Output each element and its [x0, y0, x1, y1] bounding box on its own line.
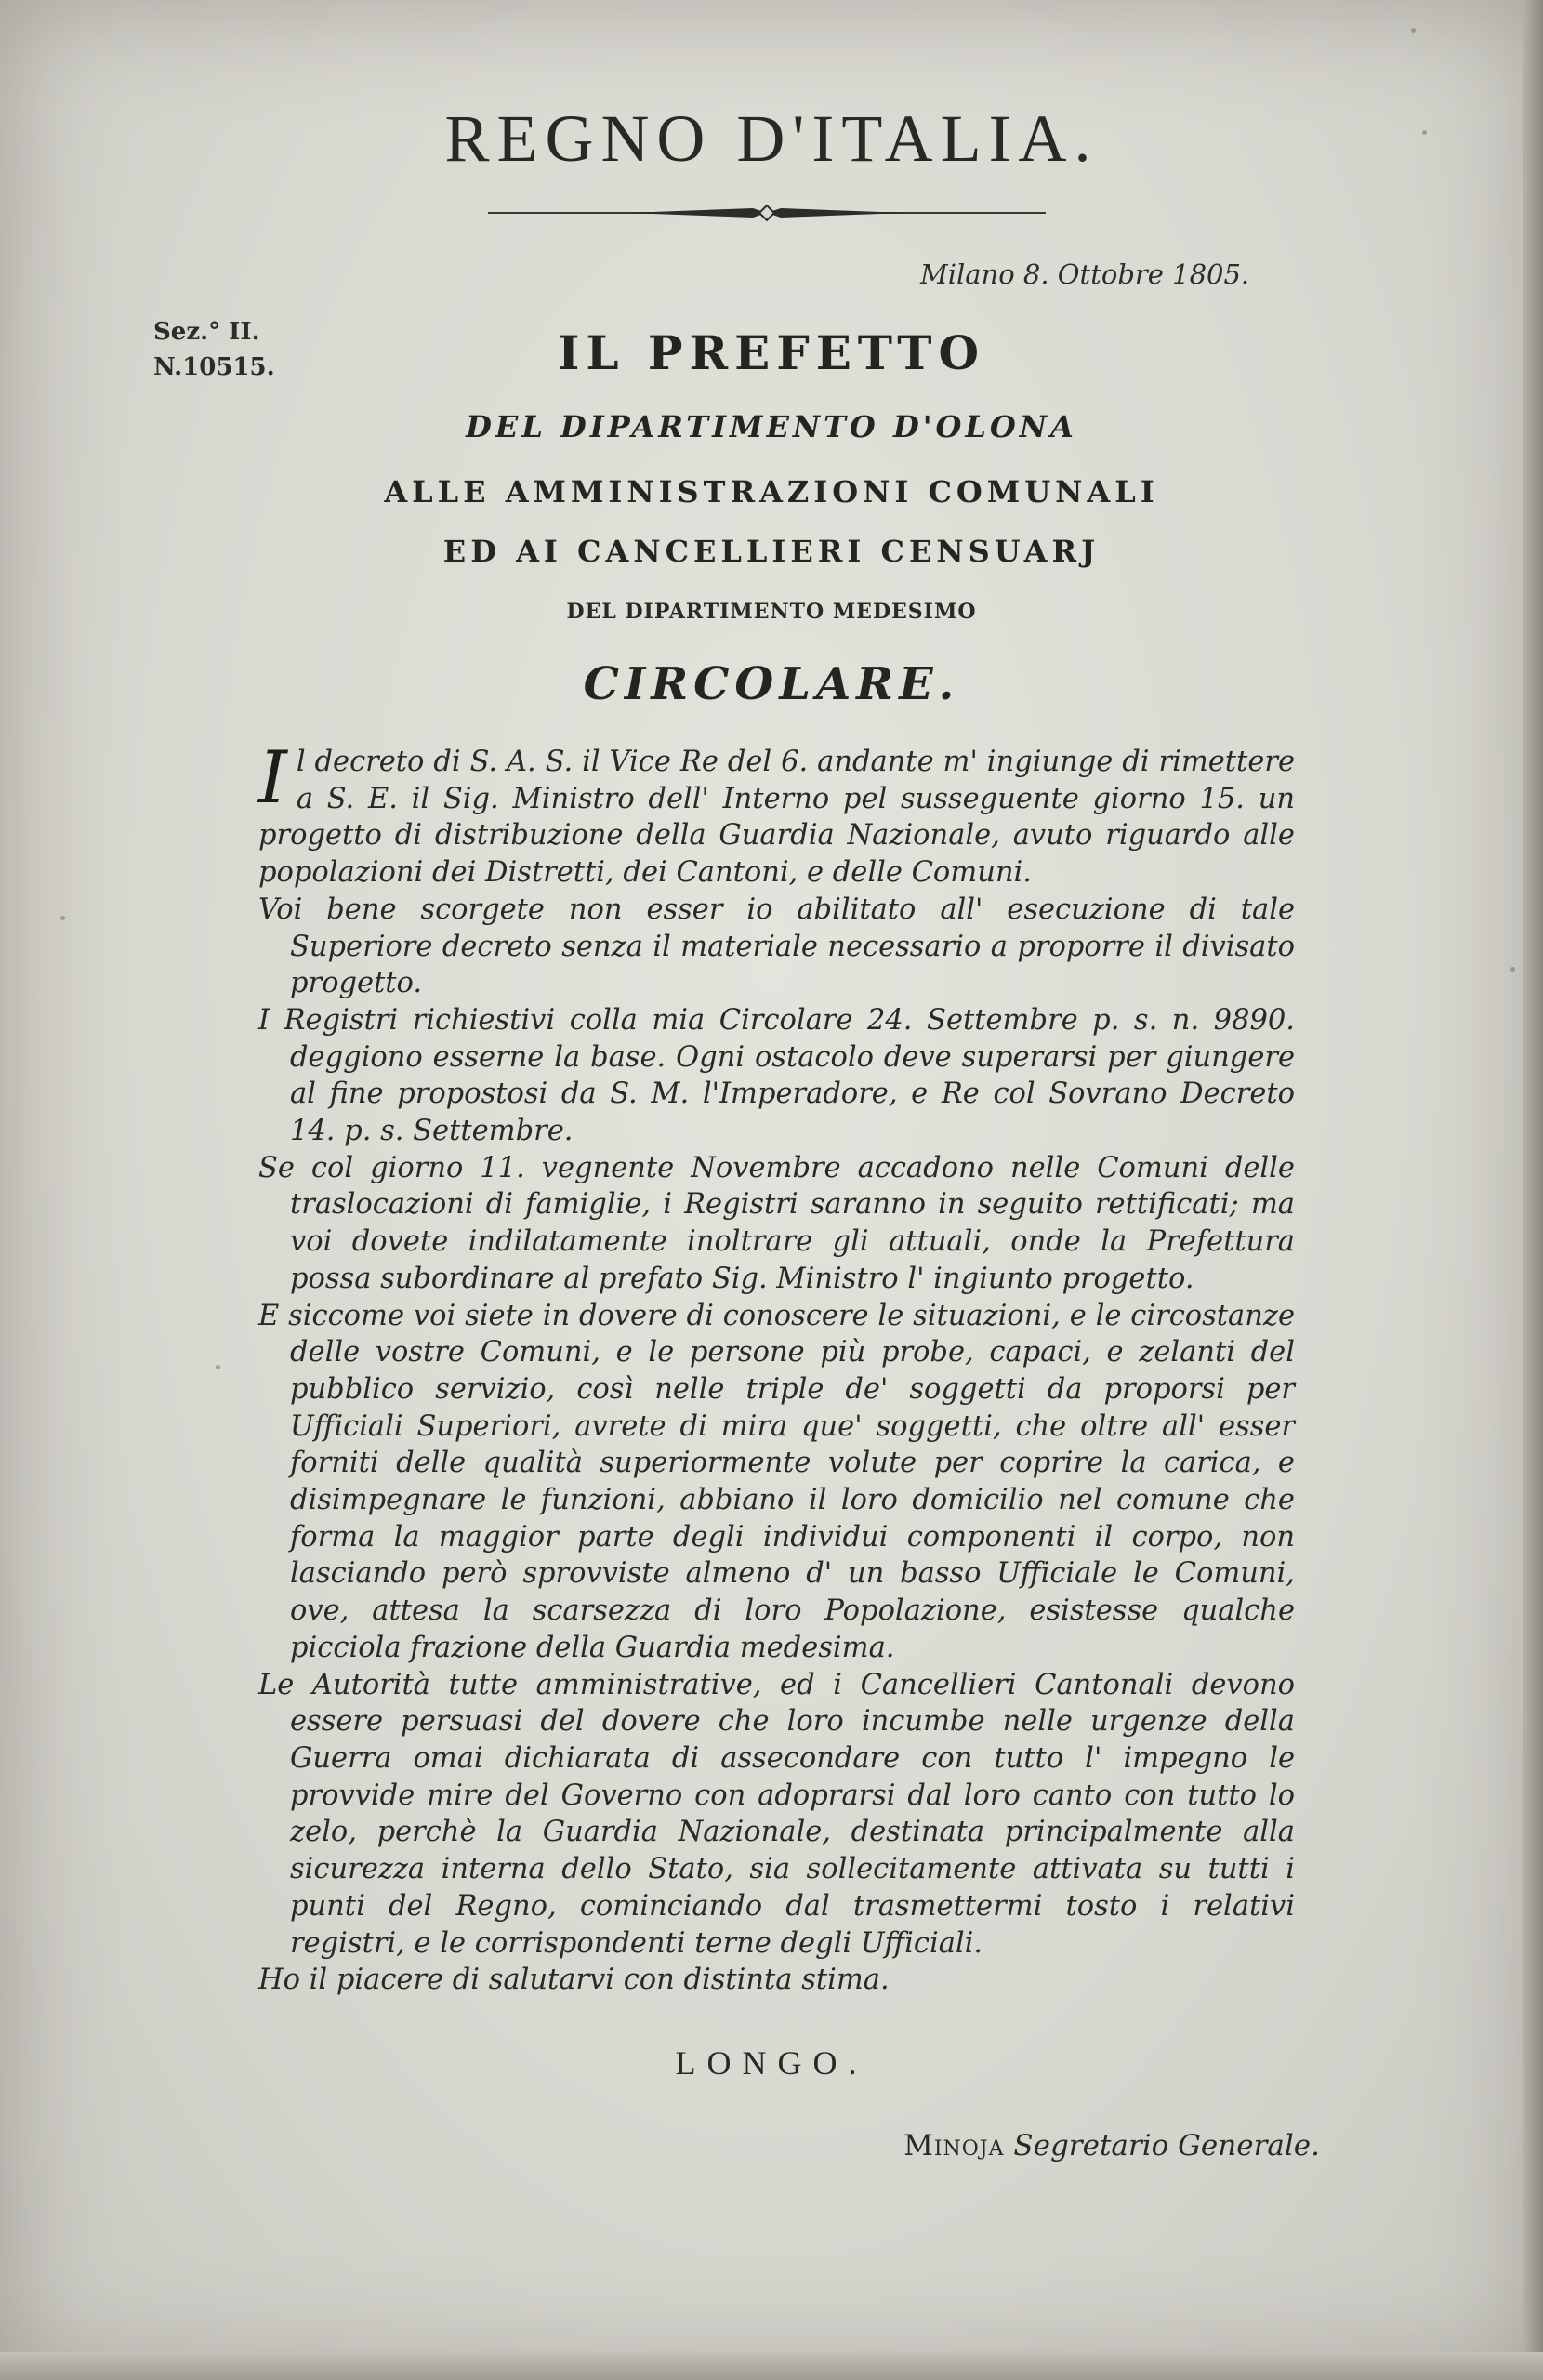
paragraph-text: l decreto di S. A. S. il Vice Re del 6. andante m' ingiunge di rimettere a S. E. il Sig. Ministro dell' Interno pel susseguente giorno 15. un progetto di distribuzione della Guardia Nazionale, avuto riguardo alle popolazioni dei Distretti, dei Cantoni, e delle Comuni.: [258, 746, 1295, 890]
paper-speck: [216, 1365, 220, 1369]
body-paragraph: Voi bene scorgete non esser io abilitato all' esecuzione di tale Superiore decreto senza il materiale necessario a proporre il divisato progetto.: [258, 892, 1295, 1000]
drop-cap: I: [258, 736, 287, 820]
circular-body: [258, 736, 1295, 1999]
paper-speck: [1411, 28, 1416, 33]
addressee-line-3: DEL DIPARTIMENTO MEDESIMO: [566, 600, 977, 624]
reference-number: N.10515.: [153, 353, 275, 381]
reference-section: Sez.° II.: [153, 318, 260, 346]
secretary-title: Segretario Generale.: [1013, 2129, 1320, 2162]
issuer-title: IL PREFETTO: [557, 325, 985, 380]
issuer-department: DEL DIPARTIMENTO D'OLONA: [466, 409, 1077, 444]
document-type: CIRCOLARE.: [583, 658, 960, 710]
paper-speck: [60, 916, 65, 920]
body-paragraph: [258, 736, 1295, 892]
body-paragraph: E siccome voi siete in dovere di conoscere le situazioni, e le circostanze delle vostre Comuni, e le persone più probe, capaci, e zelanti del pubblico servizio, così nelle triple de' soggetti da proporsi per Ufficiali Superiori, avrete di mira que' soggetti, che oltre all' esser forniti delle qualità superiormente volute per coprire la carica, e disimpegnare le funzioni, abbiano il loro domicilio nel comune che forma la maggior parte degli individui componenti il corpo, non lasciando però sprovviste almeno d' un basso Ufficiale le Comuni, ove, attesa la scarsezza di loro Popolazione, esistesse qualche picciola frazione della Guardia medesima.: [258, 1299, 1295, 1664]
signature-name: LONGO.: [675, 2044, 868, 2082]
secretary-signature: [818, 2129, 1320, 2162]
body-paragraph: Le Autorità tutte amministrative, ed i Cancellieri Cantonali devono essere persuasi del dovere che loro incumbe nelle urgenze della Guerra omai dichiarata di assecondare con tutto l' impegno le provvide mire del Governo con adoprarsi dal loro canto con tutto lo zelo, perchè la Guardia Nazionale, destinata principalmente alla sicurezza interna dello Stato, sia sollecitamente attivata su tutti i punti del Regno, cominciando dal trasmettermi tosto i relativi registri, e le corrispondenti terne degli Ufficiali.: [258, 1668, 1295, 1960]
paper-edge-bottom: [0, 2352, 1543, 2380]
header-title: REGNO D'ITALIA.: [444, 101, 1099, 176]
body-paragraph: Se col giorno 11. vegnente Novembre accadono nelle Comuni delle traslocazioni di famiglie, i Registri saranno in seguito rettificati; ma voi dovete indilatamente inoltrare gli attuali, onde la Prefettura possa subordinare al prefato Sig. Ministro l' ingiunto progetto.: [258, 1151, 1295, 1295]
secretary-name: Minoja: [903, 2129, 1005, 2162]
paper-speck: [1510, 967, 1515, 972]
addressee-line-2: ED AI CANCELLIERI CENSUARJ: [442, 534, 1101, 569]
body-paragraph: I Registri richiestivi colla mia Circolare 24. Settembre p. s. n. 9890. deggiono esserne la base. Ogni ostacolo deve superarsi per giungere al fine propostosi da S. M. l'Imperadore, e Re col Sovrano Decreto 14. p. s. Settembre.: [258, 1003, 1295, 1148]
closing-paragraph: Ho il piacere di salutarvi con distinta stima.: [258, 1964, 890, 1997]
ornament-rule: [488, 199, 1046, 227]
place-date: Milano 8. Ottobre 1805.: [920, 258, 1250, 290]
addressee-line-1: ALLE AMMINISTRAZIONI COMUNALI: [384, 474, 1159, 509]
